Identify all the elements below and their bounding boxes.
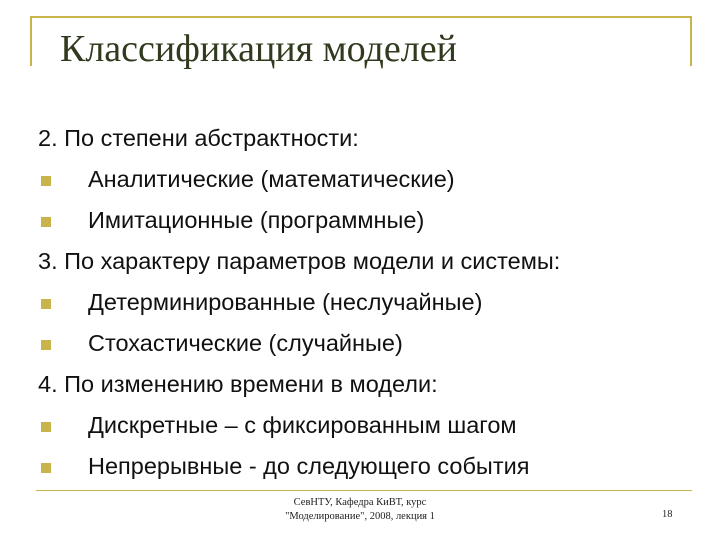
footer-divider (36, 490, 692, 491)
section-heading-parameters: 3. По характеру параметров модели и системы: (38, 248, 561, 274)
list-item (38, 200, 698, 241)
list-item-label: Стохастические (случайные) (88, 330, 403, 356)
slide-title: Классификация моделей (60, 28, 457, 70)
list-item (38, 405, 698, 446)
list-item-label: Детерминированные (неслучайные) (88, 289, 483, 315)
footer-line-1: СевНТУ, Кафедра КиВТ, курс (293, 497, 427, 508)
list-item-label: Дискретные – с фиксированным шагом (88, 412, 517, 438)
title-frame-right (690, 16, 692, 66)
square-bullet-icon (41, 217, 51, 227)
square-bullet-icon (41, 340, 51, 350)
footer-line-2: "Моделирование", 2008, лекция 1 (285, 511, 435, 522)
title-frame-top (30, 16, 692, 18)
title-frame-left (30, 16, 32, 66)
section-heading-time: 4. По изменению времени в модели: (38, 371, 438, 397)
square-bullet-icon (41, 299, 51, 309)
page-number: 18 (662, 509, 673, 520)
section-heading-abstraction: 2. По степени абстрактности: (38, 125, 359, 151)
list-item-label: Непрерывные - до следующего события (88, 453, 530, 479)
list-item (38, 323, 698, 364)
list-item (38, 282, 698, 323)
list-item (38, 446, 698, 487)
square-bullet-icon (41, 463, 51, 473)
footer-caption (250, 496, 470, 524)
square-bullet-icon (41, 176, 51, 186)
list-item-label: Аналитические (математические) (88, 166, 455, 192)
list-item-label: Имитационные (программные) (88, 207, 425, 233)
square-bullet-icon (41, 422, 51, 432)
list-item (38, 159, 698, 200)
slide-content (38, 118, 698, 487)
